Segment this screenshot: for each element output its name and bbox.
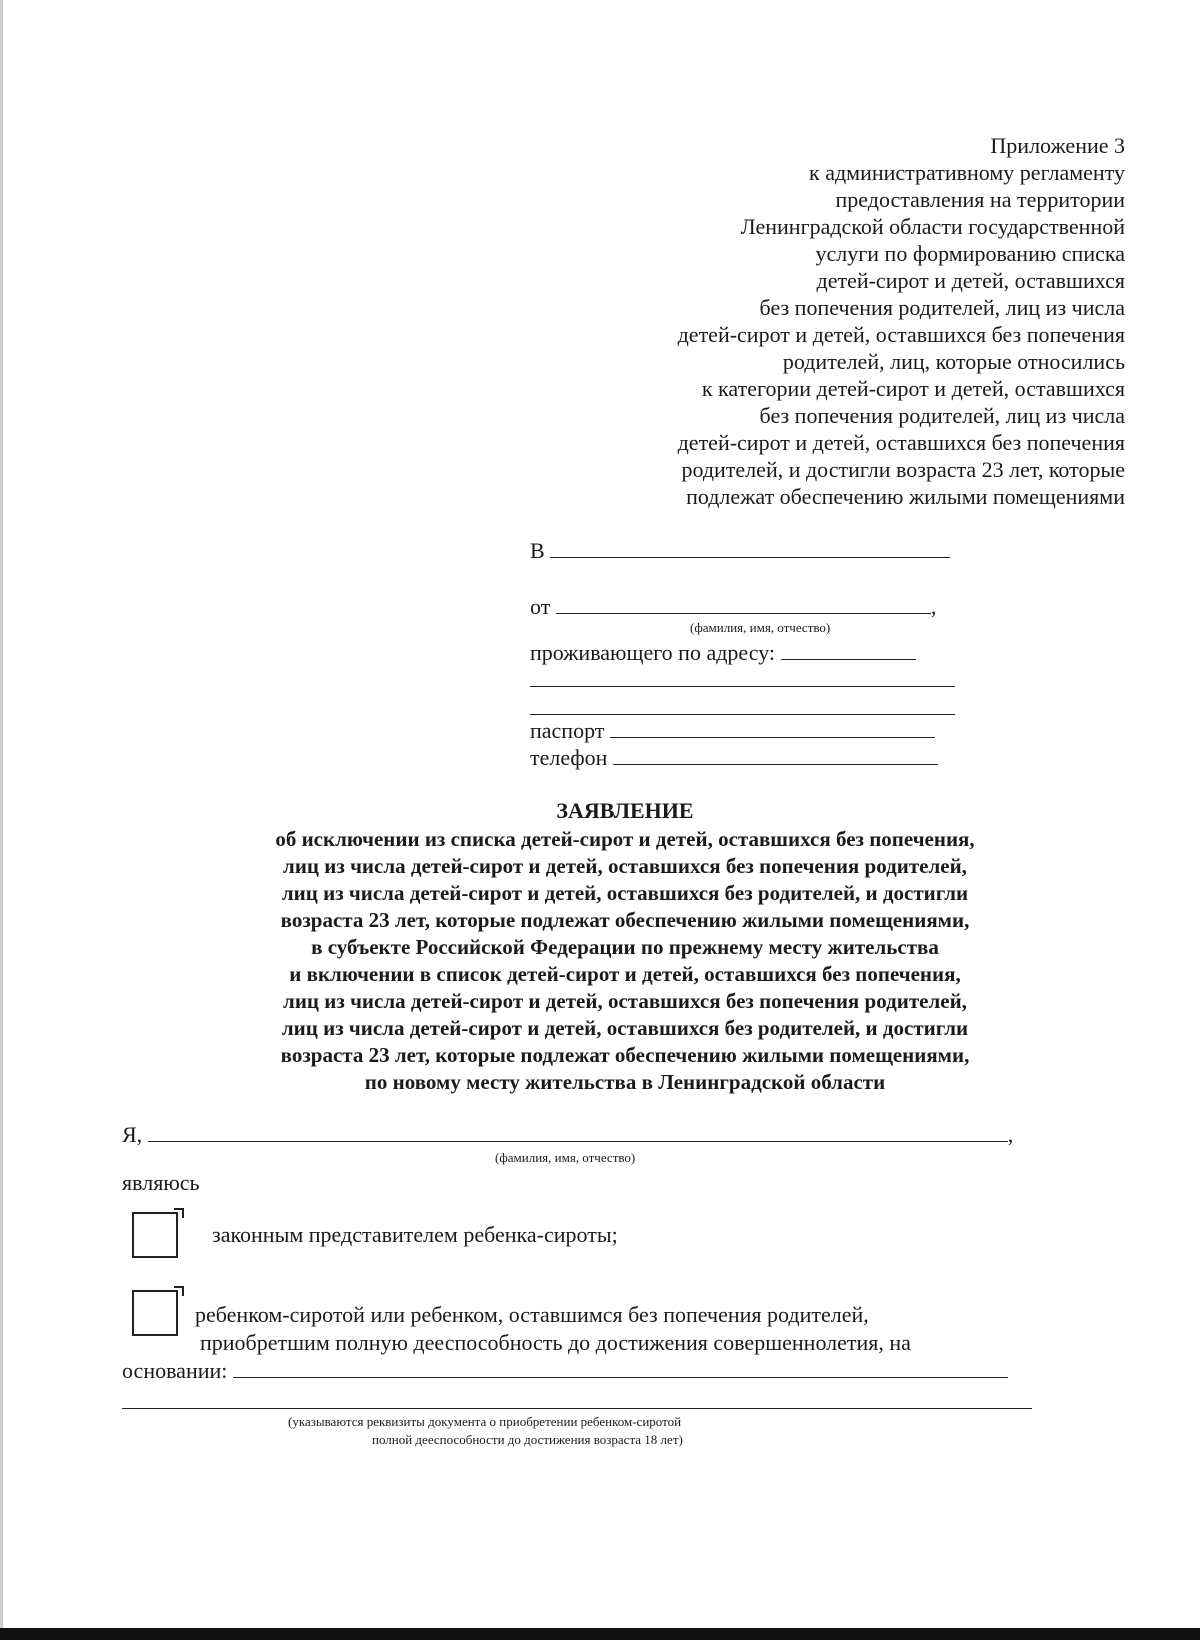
subtitle-line: и включении в список детей-сирот и детей, оставшихся без попечения, [289, 962, 961, 986]
subtitle-line: лиц из числа детей-сирот и детей, оставшихся без родителей, и достигли [281, 881, 969, 905]
orphan-capacity-checkbox[interactable] [132, 1290, 178, 1336]
subtitle-line: возраста 23 лет, которые подлежат обеспечению жилыми помещениями, [280, 908, 970, 932]
from-field-row [530, 594, 936, 620]
option-orphan-line-1: ребенком-сиротой или ребенком, оставшимся без попечения родителей, [195, 1302, 869, 1327]
basis-line-2[interactable] [122, 1408, 1032, 1409]
phone-input-line[interactable] [613, 748, 938, 765]
subtitle-line: в субъекте Российской Федерации по прежнему месту жительства [311, 935, 939, 959]
from-input-line[interactable] [556, 597, 931, 614]
subtitle-line: лиц из числа детей-сирот и детей, оставшихся без попечения родителей, [283, 989, 967, 1013]
address-field-row [530, 640, 916, 666]
to-field-row [530, 538, 950, 564]
subtitle-line: по новому месту жительства в Ленинградской области [364, 1070, 886, 1094]
statement-subtitle [160, 826, 1090, 1096]
basis-field-row [122, 1358, 1008, 1384]
passport-field-row [530, 718, 935, 744]
from-hint: (фамилия, имя, отчество) [690, 620, 831, 635]
passport-input-line[interactable] [610, 721, 935, 738]
legal-representative-checkbox[interactable] [132, 1212, 178, 1258]
appendix-line: родителей, лиц, которые относились [782, 349, 1125, 374]
basis-hint-line-2: полной дееспособности до достижения возраста 18 лет) [372, 1432, 683, 1447]
passport-label: паспорт [530, 718, 605, 743]
appendix-line: Приложение 3 [990, 133, 1125, 158]
from-label: от [530, 594, 551, 619]
appendix-line: к категории детей-сирот и детей, оставшихся [701, 376, 1125, 401]
subtitle-line: возраста 23 лет, которые подлежат обеспечению жилыми помещениями, [280, 1043, 970, 1067]
option-orphan-line-2: приобретшим полную дееспособность до достижения совершеннолетия, на [200, 1330, 911, 1355]
address-input-line[interactable] [781, 643, 916, 660]
subtitle-line: лиц из числа детей-сирот и детей, оставшихся без попечения родителей, [283, 854, 967, 878]
appendix-line: детей-сирот и детей, оставшихся [816, 268, 1125, 293]
applicant-name-hint: (фамилия, имя, отчество) [495, 1150, 636, 1165]
applicant-name-input-line[interactable] [148, 1125, 1008, 1142]
scan-edge-bottom [0, 1628, 1200, 1640]
appendix-line: услуги по формированию списка [815, 241, 1125, 266]
phone-label: телефон [530, 745, 608, 770]
appendix-line: к административному регламенту [809, 160, 1125, 185]
option-legal-representative-label: законным представителем ребенка-сироты; [212, 1222, 618, 1247]
basis-hint-line-1: (указываются реквизиты документа о приобретении ребенком-сиротой [288, 1414, 682, 1429]
am-label: являюсь [122, 1170, 200, 1195]
phone-field-row [530, 745, 938, 771]
subtitle-line: об исключении из списка детей-сирот и детей, оставшихся без попечения, [275, 827, 975, 851]
subtitle-line: лиц из числа детей-сирот и детей, оставшихся без родителей, и достигли [281, 1016, 969, 1040]
basis-label: основании: [122, 1358, 228, 1383]
i-field-row [122, 1122, 1013, 1148]
appendix-line: без попечения родителей, лиц из числа [759, 403, 1125, 428]
appendix-line: Ленинградской области государственной [740, 214, 1125, 239]
appendix-line: детей-сирот и детей, оставшихся без попечения [677, 430, 1125, 455]
address-line-3[interactable] [530, 714, 955, 715]
appendix-line: предоставления на территории [835, 187, 1125, 212]
appendix-line: детей-сирот и детей, оставшихся без попечения [677, 322, 1125, 347]
from-suffix: , [930, 594, 937, 619]
to-input-line[interactable] [550, 541, 950, 558]
appendix-line: без попечения родителей, лиц из числа [759, 295, 1125, 320]
statement-title: ЗАЯВЛЕНИЕ [556, 798, 694, 823]
i-suffix: , [1007, 1122, 1014, 1147]
basis-input-line[interactable] [233, 1361, 1008, 1378]
appendix-line: родителей, и достигли возраста 23 лет, которые [681, 457, 1125, 482]
appendix-line: подлежат обеспечению жилыми помещениями [686, 484, 1125, 509]
address-line-2[interactable] [530, 686, 955, 687]
to-label: В [530, 538, 545, 563]
appendix-header [565, 132, 1125, 510]
address-label: проживающего по адресу: [530, 640, 776, 665]
i-label: Я, [122, 1122, 143, 1147]
